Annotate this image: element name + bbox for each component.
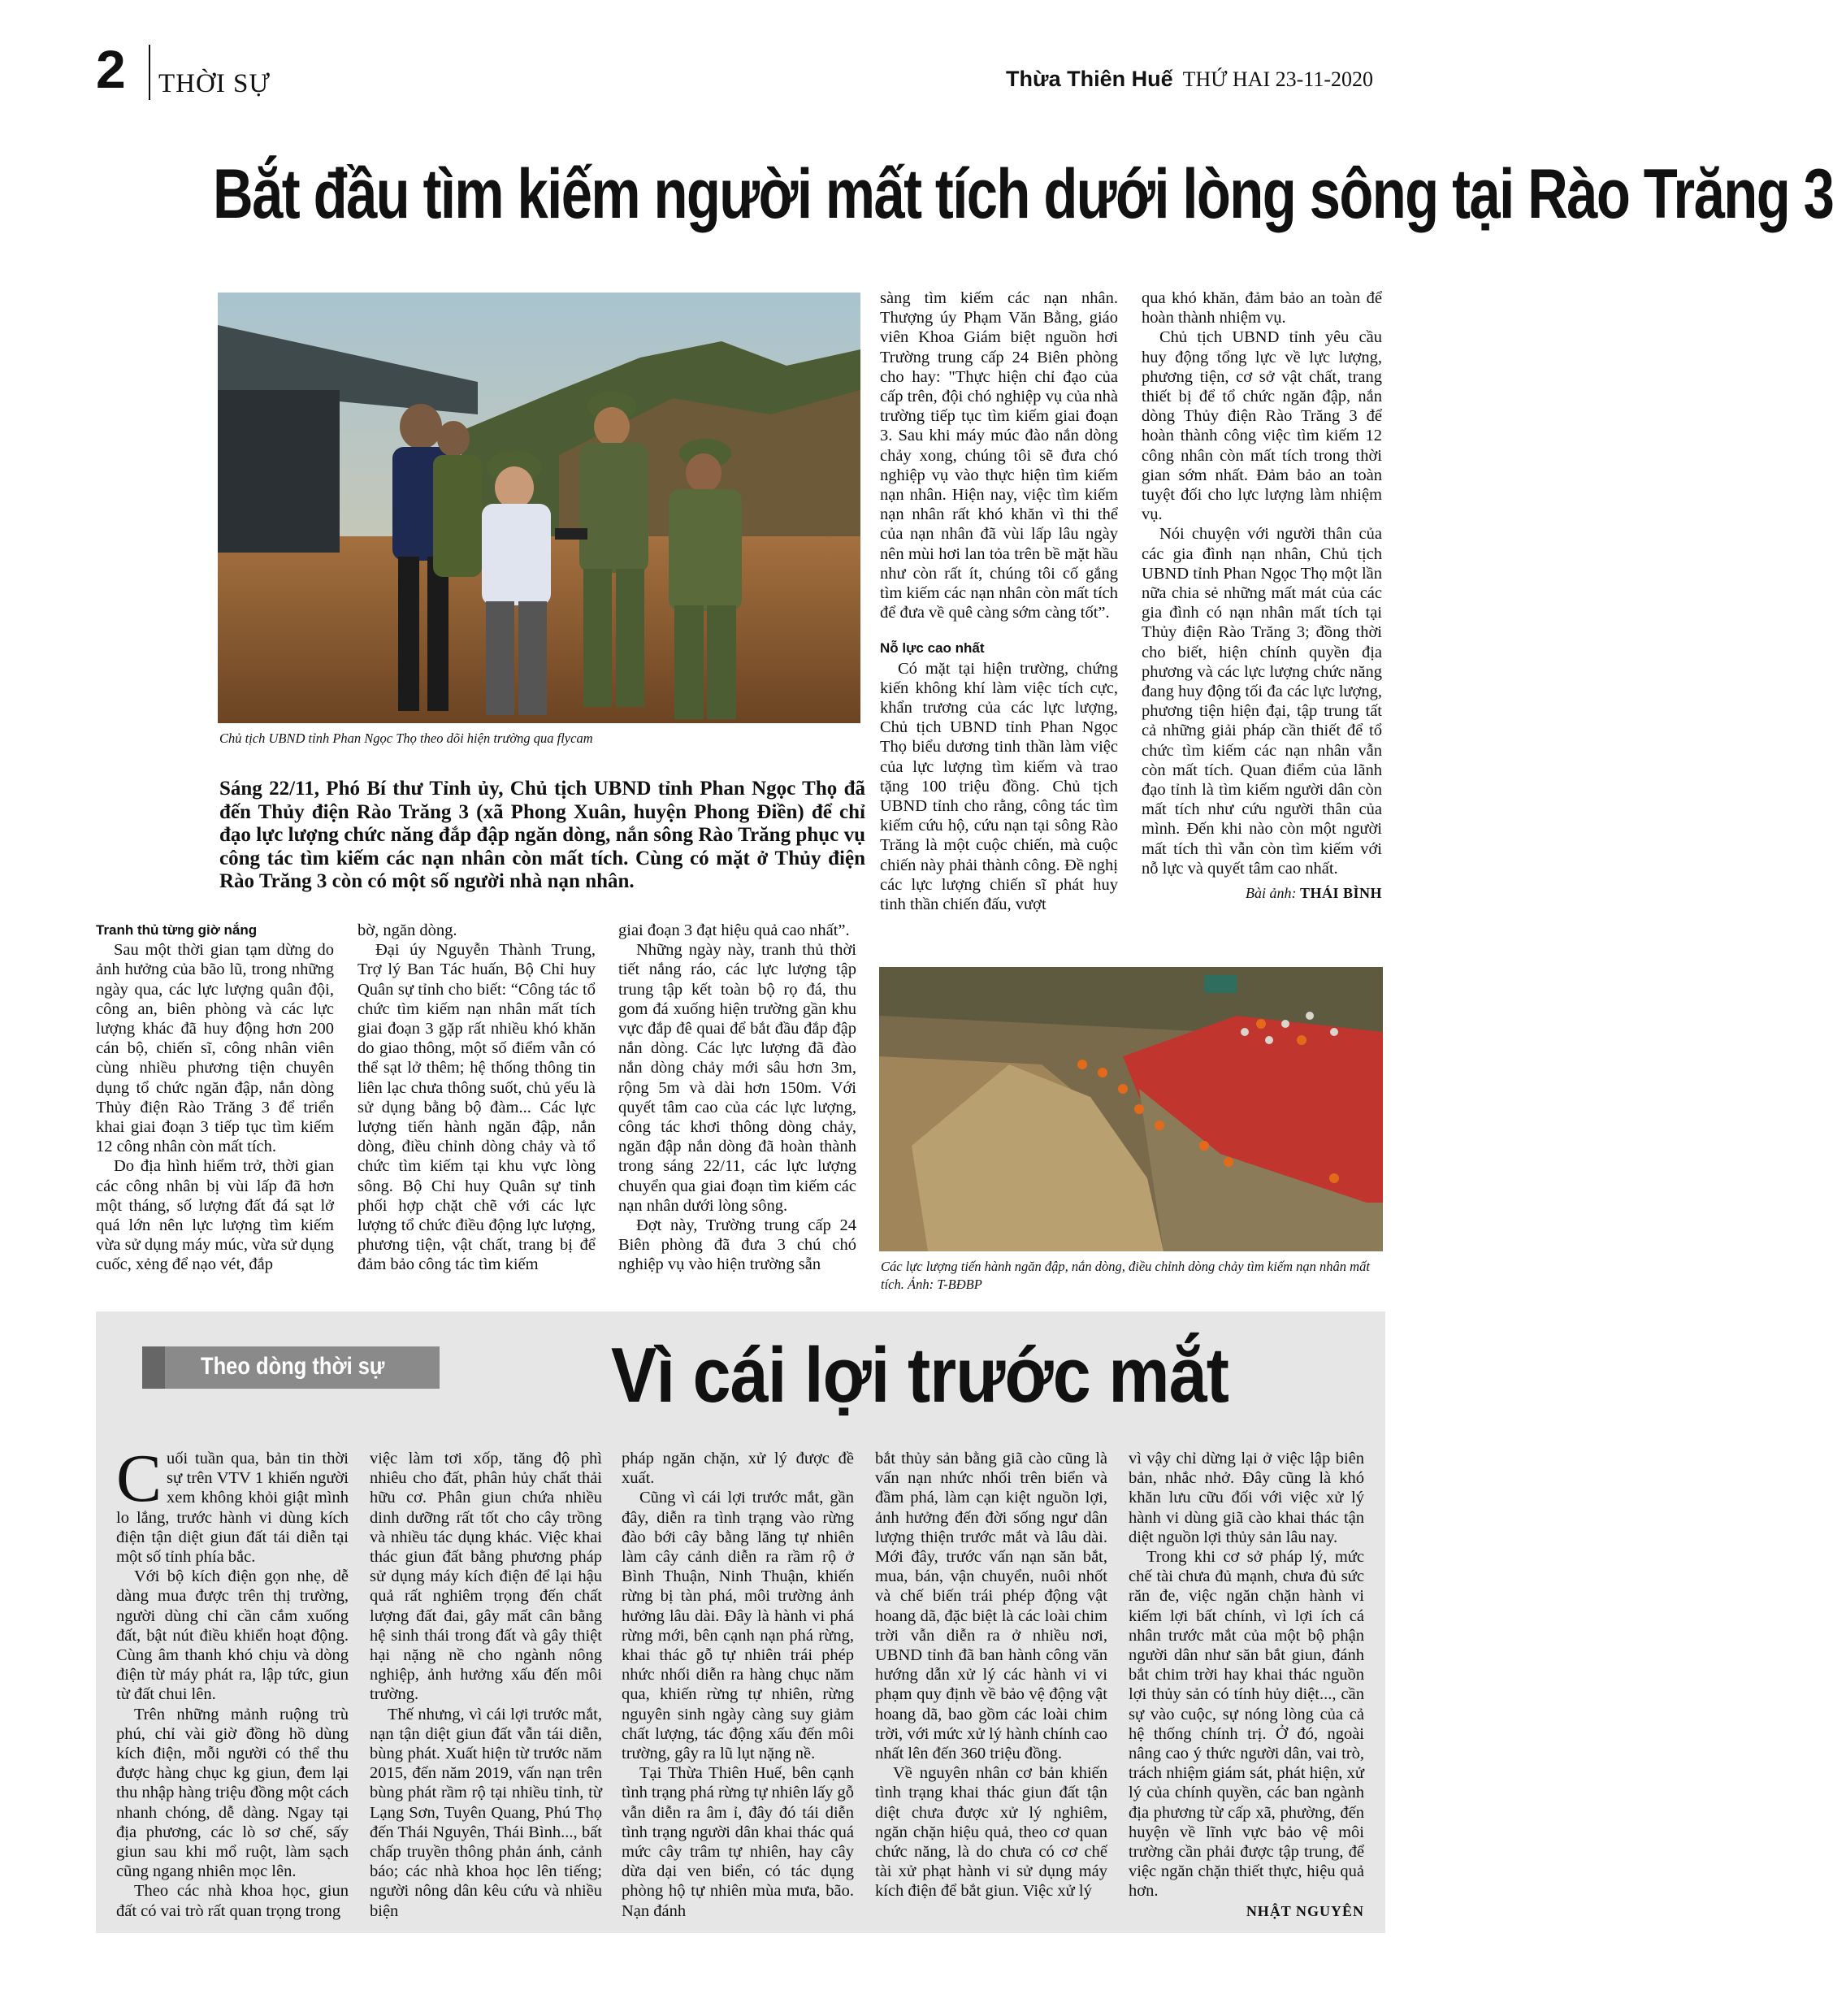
credit-name: THÁI BÌNH bbox=[1299, 885, 1382, 902]
paragraph: Đợt này, Trường trung cấp 24 Biên phòng đã đưa 3 chú chó nghiệp vụ vào hiện trường sẵn bbox=[618, 1216, 856, 1274]
photo-flycam bbox=[218, 293, 860, 723]
paragraph: Có mặt tại hiện trường, chứng kiến không khí làm việc tích cực, khẩn trương của các lực lượng, Chủ tịch UBND tỉnh Phan Ngọc Thọ biểu dương tinh thần làm việc của lực lượng tìm kiếm và trao tặng 100 triệu đồng. Chủ tịch UBND tỉnh cho rằng, công tác tìm kiếm cứu hộ, cứu nạn tại sông Rào Trăng là một cuộc chiến, mà cuộc chiến này phải thành công. Đề nghị các lực lượng chiến sĩ phát huy tinh thần chiến đấu, vượt bbox=[880, 659, 1118, 914]
paragraph: Do địa hình hiểm trở, thời gian các công nhân bị vùi lấp đã hơn một tháng, số lượng đất đá sạt lở quá lớn nên lực lượng tìm kiếm vừa sử dụng máy múc, vừa sử dụng cuốc, xẻng để nạo vét, đắp bbox=[96, 1157, 334, 1274]
article1-column-2 bbox=[358, 921, 596, 1275]
masthead bbox=[782, 67, 1464, 92]
photo-river-image bbox=[879, 967, 1383, 1251]
article1-headline: Bắt đầu tìm kiếm người mất tích dưới lòng sông tại Rào Trăng 3 bbox=[213, 155, 1833, 233]
subhead-tranh-thu: Tranh thủ từng giờ nắng bbox=[96, 922, 258, 938]
paragraph: qua khó khăn, đảm bảo an toàn để hoàn thành nhiệm vụ. bbox=[1142, 289, 1382, 327]
author-byline: NHẬT NGUYÊN bbox=[1246, 1902, 1364, 1919]
photo-flycam-caption: Chủ tịch UBND tỉnh Phan Ngọc Thọ theo dõi hiện trường qua flycam bbox=[219, 731, 593, 746]
tag-label: Theo dòng thời sự bbox=[201, 1353, 385, 1380]
article1-column-5 bbox=[1142, 288, 1382, 903]
article2-column-5 bbox=[1129, 1449, 1364, 1921]
paragraph: Trên những mảnh ruộng trù phú, chỉ vài giờ đồng hồ dùng kích điện, mỗi người có thể thu được hàng chục kg giun, đem lại thu nhập hàng triệu đồng một cách nhanh chóng, dễ dàng. Ngay tại địa phương, các lò sơ chế, sấy giun sau khi mổ ruột, làm sạch cũng ngang nhiên mọc lên. bbox=[116, 1705, 349, 1881]
paragraph: sàng tìm kiếm các nạn nhân. Thượng úy Phạm Văn Bằng, giáo viên Khoa Giám biệt nguồn hơi Trường trung cấp 24 Biên phòng cho hay: "Thực hiện chỉ đạo của cấp trên, đội chó nghiệp vụ của nhà trường tiếp tục tìm kiếm giai đoạn 3. Sau khi máy múc đào nắn dòng chảy xong, chúng tôi sẽ đưa chó nghiệp vụ vào thực hiện tìm kiếm nạn nhân. Hiện nay, việc tìm kiếm nạn nhân rất khó khăn vì thi thể của nạn nhân đã vùi lấp lâu ngày nên mùi hơi lan tỏa trên bề mặt hầu như còn rất ít, chúng tôi cố gắng tìm kiếm các nạn nhân còn mất tích để đưa về quê càng sớm càng tốt”. bbox=[880, 289, 1118, 622]
paragraph: pháp ngăn chặn, xử lý được đề xuất. bbox=[622, 1450, 854, 1488]
section-name: THỜI SỰ bbox=[158, 69, 271, 98]
paragraph bbox=[116, 1441, 349, 1567]
paragraph: việc làm tơi xốp, tăng độ phì nhiêu cho đất, phân hủy chất thải hữu cơ. Phân giun chứa nhiều dinh dưỡng rất tốt cho cây trồng và nhiều tác dụng khác. Việc khai thác giun đất bằng phương pháp sử dụng máy kích điện để lại hậu quả rất nghiêm trọng đến chất lượng đất đai, gây mất cân bằng hệ sinh thái trong đất và gây thiệt hại nặng nề cho ngành nông nghiệp, ảnh hưởng xấu đến môi trường. bbox=[370, 1450, 602, 1704]
tag-bar bbox=[142, 1346, 165, 1389]
subhead-no-luc: Nỗ lực cao nhất bbox=[880, 640, 985, 657]
paragraph: giai đoạn 3 đạt hiệu quả cao nhất”. bbox=[618, 921, 850, 939]
paragraph: Thế nhưng, vì cái lợi trước mắt, nạn tận diệt giun đất vẫn tái diễn, bùng phát. Xuất hiện từ trước năm 2015, đến năm 2019, vấn nạn trên bùng phát rầm rộ tại nhiều tỉnh, từ Lạng Sơn, Tuyên Quang, Phú Thọ đến Thái Nguyên, Thái Bình..., bất chấp truyền thông phản ánh, cảnh báo; các nhà khoa học lên tiếng; người nông dân kêu cứu và nhiều biện bbox=[370, 1705, 602, 1920]
paragraph: Nói chuyện với người thân của các gia đình nạn nhân, Chủ tịch UBND tỉnh Phan Ngọc Thọ một lần nữa chia sẻ những mất mát của các gia đình có nạn nhân mất tích tại Thủy điện Rào Trăng 3; đồng thời cho biết, hiện chính quyền địa phương và các lực lượng chức năng đang huy động tối đa các lực lượng, phương tiện hiện đại, tập trung tất cả những giải pháp cần thiết để tổ chức tìm kiếm các nạn nhân vẫn còn mất tích. Quan điểm của lãnh đạo tỉnh là tìm kiếm người dân còn mất tích như cứu người thân của mình. Đến khi nào còn một người mất tích thì vẫn còn tìm kiếm với nỗ lực và quyết tâm cao nhất. bbox=[1142, 525, 1382, 878]
paragraph: Về nguyên nhân cơ bản khiến tình trạng khai thác giun đất tận diệt chưa được xử lý nghiêm, ngăn chặn hiệu quả, theo cơ quan chức năng, là do chưa có cơ chế tài xử phạt hành vi sử dụng máy kích điện để bắt giun. Việc xử lý bbox=[875, 1764, 1107, 1901]
article2-column-4 bbox=[875, 1449, 1107, 1901]
paragraph: bờ, ngăn dòng. bbox=[358, 921, 457, 939]
column-tag bbox=[142, 1346, 440, 1389]
paragraph: Tại Thừa Thiên Huế, bên cạnh tình trạng phá rừng tự nhiên lấy gỗ vẫn diễn ra âm ỉ, đây đó tái diễn tình trạng người dân khai thác quá mức cây trâm tự nhiên, hay cây dừa dại ven biển, có tác dụng phòng hộ tự nhiên mùa mưa, bão. Nạn đánh bbox=[622, 1764, 854, 1920]
paragraph: Những ngày này, tranh thủ thời tiết nắng ráo, các lực lượng tập trung tập kết toàn bộ rọ đá, thu gom đá xuống hiện trường gần khu vực đắp đê quai để bắt đầu đắp đập nắn dòng. Các lực lượng đã đào nắn dòng chảy mới sâu hơn 3m, rộng 5m và dài hơn 150m. Với quyết tâm cao của các lực lượng, công tác khơi thông dòng chảy, ngăn đập nắn dòng đã hoàn thành trong sáng 22/11, các lực lượng chuyển qua giai đoạn tìm kiếm các nạn nhân dưới lòng sông. bbox=[618, 941, 856, 1215]
paragraph: Theo các nhà khoa học, giun đất có vai trò rất quan trọng trong bbox=[116, 1882, 349, 1920]
page-number: 2 bbox=[96, 39, 126, 99]
drop-cap: C bbox=[116, 1441, 162, 1516]
photo-river-caption: Các lực lượng tiến hành ngăn đập, nắn dòng, điều chỉnh dòng chảy tìm kiếm nạn nhân mất tích. Ảnh: T-BĐBP bbox=[881, 1259, 1370, 1292]
paragraph: Với bộ kích điện gọn nhẹ, dễ dàng mua được trên thị trường, người dùng chỉ cần cắm xuống đất, bật nút điều khiển hoạt động. Cùng âm thanh khó chịu và dòng điện từ máy phát ra, lập tức, giun từ đất chui lên. bbox=[116, 1567, 349, 1704]
article1-lead: Sáng 22/11, Phó Bí thư Tỉnh ủy, Chủ tịch UBND tỉnh Phan Ngọc Thọ đã đến Thủy điện Rào Trăng 3 (xã Phong Xuân, huyện Phong Điền) để chỉ đạo lực lượng chức năng đắp đập ngăn dòng, nắn sông Rào Trăng phục vụ công tác tìm kiếm các nạn nhân còn mất tích. Cùng có mặt ở Thủy điện Rào Trăng 3 còn có một số người nhà nạn nhân. bbox=[219, 778, 865, 892]
article2-column-1 bbox=[116, 1441, 349, 1921]
article1-column-4 bbox=[880, 288, 1118, 914]
credit-label: Bài ảnh: bbox=[1245, 885, 1297, 902]
paragraph: bắt thủy sản bằng giã cào cũng là vấn nạn nhức nhối trên biển và đầm phá, làm cạn kiệt nguồn lợi, ảnh hưởng đến đời sống ngư dân lượng thiện trước mắt và lâu dài. Mới đây, trước vấn nạn săn bắt, mua, bán, vận chuyển, nuôi nhốt và chế biến trái phép động vật hoang dã, đặc biệt là các loài chim trời vẫn diễn ra ở nhiều nơi, UBND tỉnh đã ban hành công văn hướng dẫn xử lý các hành vi vi phạm quy định về bảo vệ động vật hoang dã, bao gồm các loài chim trời, với mức xử lý hành chính cao nhất lên đến 360 triệu đồng. bbox=[875, 1450, 1107, 1763]
photo-flycam-image bbox=[218, 293, 860, 723]
paragraph: Sau một thời gian tạm dừng do ảnh hưởng của bão lũ, trong những ngày qua, các lực lượng quân đội, công an, biên phòng và các lực lượng khác đã huy động hơn 200 cán bộ, chiến sĩ, công nhân viên cùng nhiều phương tiện chuyên dụng tổ chức ngăn đập, nắn dòng Thủy điện Rào Trăng 3 để triển khai giai đoạn 3 tiếp tục tìm kiếm 12 công nhân còn mất tích. bbox=[96, 941, 334, 1156]
article2-headline: Vì cái lợi trước mắt bbox=[611, 1332, 1229, 1419]
paragraph: Chủ tịch UBND tỉnh yêu cầu huy động tổng lực về lực lượng, phương tiện, cơ sở vật chất, trang thiết bị để tổ chức ngăn đập, nắn dòng Thủy điện Rào Trăng 3 để hoàn thành công việc tìm kiếm 12 công nhân còn mất tích trong thời gian sớm nhất. Đảm bảo an toàn tuyệt đối cho lực lượng làm nhiệm vụ. bbox=[1142, 328, 1382, 524]
article2-column-2 bbox=[370, 1449, 602, 1921]
article1-column-1 bbox=[96, 921, 334, 1275]
header-divider bbox=[149, 45, 150, 100]
paragraph: vì vậy chỉ dừng lại ở việc lập biên bản, nhắc nhở. Đây cũng là khó khăn lưu cữu đối với việc xử lý hành vi dùng giã cào khai thác tận diệt nguồn lợi thủy sản lâu nay. bbox=[1129, 1450, 1364, 1546]
paragraph: Trong khi cơ sở pháp lý, mức chế tài chưa đủ mạnh, chưa đủ sức răn đe, việc ngăn chặn hành vi kiếm lợi bất chính, vì lợi ích cá nhân trước mắt của một bộ phận người dân như săn bắt giun, đánh bắt chim trời hay khai thác nguồn lợi thủy sản có tính hủy diệt..., cần sự vào cuộc, sự nóng lòng của cả hệ thống chính trị. Ở đó, ngoài nâng cao ý thức người dân, vai trò, trách nhiệm giám sát, phát hiện, xử lý của chính quyền, các ban ngành địa phương từ cấp xã, phường, đến huyện về lĩnh vực bảo vệ môi trường cần phải được tập trung, để việc ngăn chặn thiết thực, hiệu quả hơn. bbox=[1129, 1548, 1364, 1901]
photo-credit bbox=[1142, 883, 1382, 903]
article2-column-3 bbox=[622, 1449, 854, 1921]
first-paragraph: uối tuần qua, bản tin thời sự trên VTV 1 khiến người xem không khỏi giật mình lo lắng, trước hành vi dùng kích điện tận diệt giun đất tái diễn tại một số tỉnh phía bắc. bbox=[116, 1450, 349, 1567]
paper-name: Thừa Thiên Huế bbox=[1006, 67, 1173, 91]
article1-column-3 bbox=[618, 921, 856, 1275]
issue-date: THỨ HAI 23-11-2020 bbox=[1182, 67, 1373, 91]
paragraph: Cũng vì cái lợi trước mắt, gần đây, diễn ra tình trạng vào rừng đào bới cây bằng lăng tự nhiên làm cây cảnh diễn ra rầm rộ ở Bình Thuận, Ninh Thuận, khiến rừng bị tàn phá, môi trường ảnh hưởng lâu dài. Đây là hành vi phá rừng mới, bên cạnh nạn phá rừng, khai thác gỗ tự nhiên trái phép nhức nhối diễn ra hàng chục năm qua, khiến rừng tự nhiên, rừng nguyên sinh ngày càng suy giảm chất lượng, tác động xấu đến môi trường, gây ra lũ lụt nặng nề. bbox=[622, 1489, 854, 1763]
photo-river bbox=[879, 967, 1383, 1251]
paragraph: Đại úy Nguyễn Thành Trung, Trợ lý Ban Tác huấn, Bộ Chỉ huy Quân sự tỉnh cho biết: “Công tác tổ chức tìm kiếm nạn nhân mất tích giai đoạn 3 gặp rất nhiều khó khăn do giao thông, một số điểm vẫn có thể sạt lở thêm; hệ thống thông tin liên lạc chưa thông suốt, chủ yếu là sử dụng bằng bộ đàm... Các lực lượng tiến hành ngăn đập, nắn dòng, điều chỉnh dòng chảy và tổ chức tìm kiếm tại khu vực lòng sông. Bộ Chỉ huy Quân sự tỉnh phối hợp chặt chẽ với các lực lượng tổ chức điều động lực lượng, phương tiện, vật chất, trang bị để đảm bảo công tác tìm kiếm bbox=[358, 941, 596, 1274]
